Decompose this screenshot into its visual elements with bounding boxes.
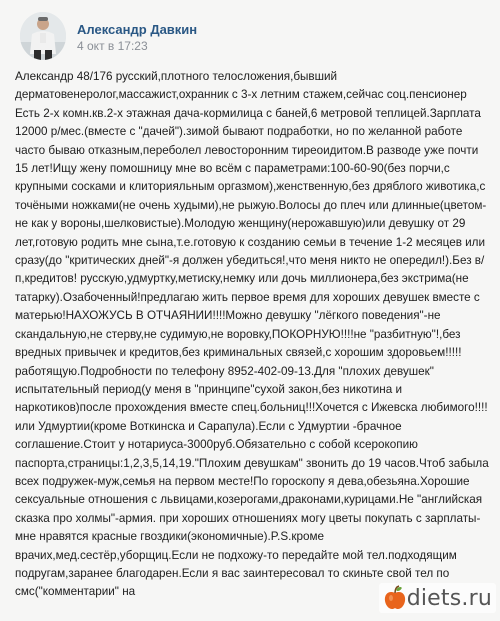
post-text <box>15 68 489 602</box>
post-date[interactable]: 4 окт в 17:23 <box>77 39 148 53</box>
avatar[interactable] <box>20 12 66 60</box>
user-avatar-icon <box>20 12 66 60</box>
apple-logo-icon <box>383 585 407 611</box>
author-name[interactable]: Александр Давкин <box>77 22 198 37</box>
post-text-content: Александр 48/176 русский,плотного телосложения,бывший дерматовенеролог,массажист,охранник с 3-х летним стажем,сейчас соц.пенсионер Есть 2-х комн.кв.2-х этажная дача-кормилица с баней,6 метровой теплицей.Зарплата 12000 р/мес.(вместе с "дачей").зимой бывают подработки, но по желанной работе часто бываю отказным,переболел левосторонним тиреоидитом.В разводе уже почти 15 лет!Ищу жену помошницу мне во всём с параметрами:100-60-90(без порчи,с крупными сосками и клиторияльным оргазмом),женственную,без дряблого животика,с точёными ножками(не очень худыми),не рыжую.Волосы до плеч или длинные(цветом-не как у вороны,шелковистые).Молодую женщину(нерожавшую)или девушку от 29 лет,готовую родить мне сына,т.е.готовую к созданию семьи в течение 1-2 месяцев или сразу(до "критических дней"-я должен убедиться!,что меня никто не опередил!).Без в/п,кредитов! русскую,удмуртку,метиску,немку или дочь миллионера,без экстрима(не татарку).Озабоченный!предлагаю жить первое время для хороших девушек вместе с матерью!НАХОЖУСЬ В ОТЧАЯНИИ!!!!Можно девушку "лёгкого поведения"-не скандальную,не стерву,не судимую,не воровку,ПОКОРНУЮ!!!!не "разбитную"!,без вредных привычек и кредитов,без криминальных связей,с хорошим здоровьем!!!!!работящую.Подробности по телефону 8952-402-09-13.Для "плохих девушек" испытательный период(у меня в "принципе"сухой закон,без никотина и наркотиков)после прохождения вместе спец.больниц!!!Хочется с Ижевска любимого!!!!или Удмуртии(кроме Воткинска и Сарапула).Если с Удмуртии -брачное соглашение.Стоит у нотариуса-3000руб.Обязательно с собой ксерокопию паспорта,страницы:1,2,3,5,14,19."Плохим девушкам" звонить до 19 часов.Чтоб забыла всех подружек-муж,семья на первом месте!По гороскопу я дева,обезьяна.Хорошие сексуальные отношения с львицами,козерогами,драконами,курицами.Не "английская сказка про холмы"-армия. при хороших отношениях могу цветы покупать с зарплаты-мне нравятся красные гвоздики(экономичные).P.S.кроме врачих,мед.сестёр,уборщиц.Если не подхожу-то передайте мой тел.подходящим подругам,заранее благодарен.Если я вас заинтересовал то скиньте свой тел по смс("комментарии" на <box>15 70 489 599</box>
watermark <box>379 583 496 613</box>
watermark-text: diets.ru <box>406 585 492 611</box>
